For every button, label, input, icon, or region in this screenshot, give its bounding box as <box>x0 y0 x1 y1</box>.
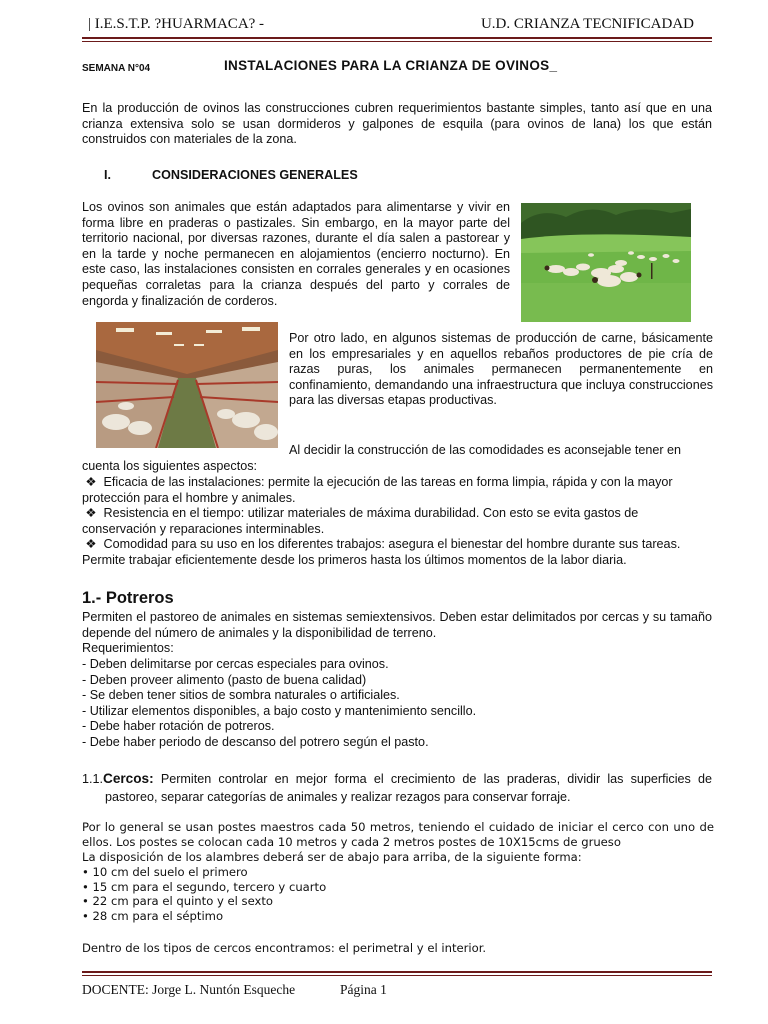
wire-list <box>82 865 712 923</box>
footer-teacher: DOCENTE: Jorge L. Nuntón Esqueche <box>82 982 296 997</box>
list-item-cont: Permite trabajar eficientemente desde los primeros hasta los últimos momentos de la labor diaria. <box>82 552 627 567</box>
sheep-pasture-photo <box>521 203 691 322</box>
section-heading <box>104 168 358 182</box>
postes-paragraph: Por lo general se usan postes maestros cada 50 metros, teniendo el cuidado de iniciar el cerco con uno de ellos. Los postes se colocan cada 10 metros y cada 2 metros postes de 10X15cms de grueso <box>82 820 714 849</box>
list-item: ❖ Eficacia de las instalaciones: permite la ejecución de las tareas en forma limpia, rápida y con la mayor <box>82 475 712 491</box>
cercos-term: Cercos: <box>103 771 154 786</box>
list-item: - Debe haber periodo de descanso del potrero según el pasto. <box>82 734 429 749</box>
header-rule-thin <box>82 41 712 42</box>
potreros-paragraph: Permiten el pastoreo de animales en sistemas semiextensivos. Deben estar delimitados por cercas y su tamaño depende del número de animales y la disponibilidad de terreno. <box>82 610 712 640</box>
diamond-bullet-icon: ❖ <box>85 537 97 552</box>
list-item: • 22 cm para el quinto y el sexto <box>82 894 274 909</box>
aspects-list <box>82 475 712 569</box>
cercos-number: 1.1. <box>82 772 104 786</box>
list-item: ❖ Comodidad para su uso en los diferentes trabajos: asegura el bienestar del hombre durante sus tareas. <box>82 537 712 553</box>
list-item: - Deben proveer alimento (pasto de buena calidad) <box>82 672 367 687</box>
requirements-label: Requerimientos: <box>82 641 174 655</box>
list-item-cont: protección para el hombre y animales. <box>82 490 296 505</box>
section-title: CONSIDERACIONES GENERALES <box>152 168 358 182</box>
paragraph-aspects-start: Al decidir la construcción de las comodidades es aconsejable tener en <box>289 443 682 457</box>
list-item: ❖ Resistencia en el tiempo: utilizar materiales de máxima durabilidad. Con esto se evita gastos de <box>82 506 712 522</box>
week-label: SEMANA N°04 <box>82 63 151 74</box>
header-course: U.D. CRIANZA TECNIFICADAD <box>480 16 694 32</box>
header-institution: | I.E.S.T.P. ?HUARMACA? - <box>88 16 265 32</box>
intro-paragraph: En la producción de ovinos las construcciones cubren requerimientos bastante simples, tanto así que en una crianza extensiva solo se usan dormideros y galpones de esquila (para ovinos de lana) los que están construidos con materiales de la zona. <box>82 101 712 147</box>
list-item: • 28 cm para el séptimo <box>82 908 224 923</box>
list-item: - Se deben tener sitios de sombra naturales o artificiales. <box>82 688 400 703</box>
footer-page-number: Página 1 <box>340 982 387 997</box>
paragraph-adaptation: Los ovinos son animales que están adaptados para alimentarse y vivir en forma libre en praderas o pastizales. Sin embargo, en la mayor parte del territorio nacional, por diversas razones, durante el día salen a pastorear y en la tarde y noche permanecen en alojamientos (encierro nocturno). En este caso, las instalaciones consisten en corrales generales y en ocasiones pequeñas corraletas para la crianza después del parto y corrales de engorda y finalización de corderos. <box>82 200 510 308</box>
list-item: • 10 cm del suelo el primero <box>82 865 248 879</box>
diamond-bullet-icon: ❖ <box>85 506 97 521</box>
cercos-text: Permiten controlar en mejor forma el crecimiento de las praderas, dividir las superficies de pastoreo, separar categorías de animales y realizar rezagos para conservar forraje. <box>105 772 713 804</box>
sheep-barn-photo <box>96 322 278 448</box>
paragraph-confinement: Por otro lado, en algunos sistemas de producción de carne, básicamente en los empresariales y en aquellos rebaños productores de pie cría de razas puras, los animales permanecen permanentemente en confinamiento, demandando una infraestructura que incluya construcciones para las diversas etapas productivas. <box>289 331 713 408</box>
section-number: I. <box>104 168 111 182</box>
footer-rule-thin <box>82 975 712 976</box>
list-item: - Deben delimitarse por cercas especiales para ovinos. <box>82 657 389 671</box>
list-item-cont: conservación y reparaciones interminables. <box>82 521 325 536</box>
list-item: - Utilizar elementos disponibles, a bajo costo y mantenimiento sencillo. <box>82 703 477 718</box>
requirements-list <box>82 657 712 751</box>
list-item: - Debe haber rotación de potreros. <box>82 719 275 734</box>
list-item: • 15 cm para el segundo, tercero y cuarto <box>82 879 327 894</box>
header-rule <box>82 37 712 39</box>
footer-rule <box>82 971 712 973</box>
paragraph-aspects-end: cuenta los siguientes aspectos: <box>82 459 258 473</box>
document-title: INSTALACIONES PARA LA CRIANZA DE OVINOS_ <box>224 58 558 73</box>
cercos-paragraph <box>82 770 712 806</box>
page-header <box>88 16 694 38</box>
cercos-types: Dentro de los tipos de cercos encontramos: el perimetral y el interior. <box>82 941 487 955</box>
page-footer <box>82 982 387 998</box>
wire-intro: La disposición de los alambres deberá ser de abajo para arriba, de la siguiente forma: <box>82 850 582 864</box>
diamond-bullet-icon: ❖ <box>85 475 97 489</box>
potreros-heading: 1.- Potreros <box>82 589 174 607</box>
